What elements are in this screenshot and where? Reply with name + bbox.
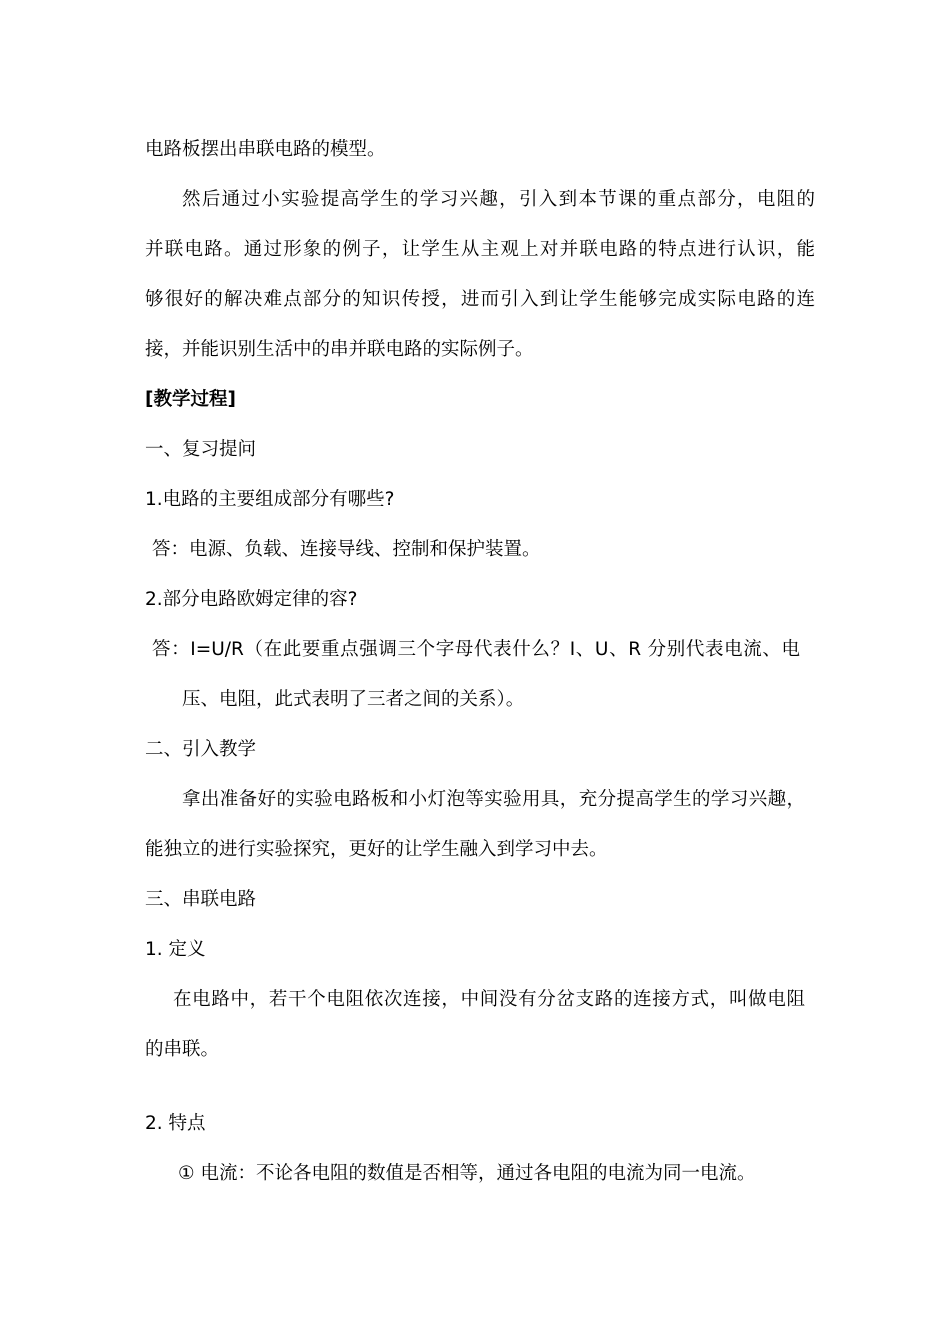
question-line: 1.电路的主要组成部分有哪些? [145,489,395,510]
section-heading: 二、引入教学 [145,739,257,760]
answer-line: 答：电源、负载、连接导线、控制和保护装置。 [152,539,541,560]
list-item: ① 电流：不论各电阻的数值是否相等，通过各电阻的电流为同一电流。 [178,1163,756,1184]
section-heading: [教学过程] [145,389,236,410]
paragraph-line: 在电路中，若干个电阻依次连接，中间没有分岔支路的连接方式，叫做电阻 [173,989,805,1010]
section-heading: 一、复习提问 [145,439,257,460]
paragraph-line: 然后通过小实验提高学生的学习兴趣，引入到本节课的重点部分，电阻的 [182,189,815,210]
answer-line: 压、电阻，此式表明了三者之间的关系）。 [182,689,525,710]
paragraph-line: 电路板摆出串联电路的模型。 [145,139,386,160]
answer-line: 答：I=U/R（在此要重点强调三个字母代表什么？I、U、R 分别代表电流、电 [152,639,800,660]
paragraph-line: 接，并能识别生活中的串并联电路的实际例子。 [145,339,534,360]
subsection-heading: 1. 定义 [145,939,206,960]
question-line: 2.部分电路欧姆定律的容? [145,589,358,610]
paragraph-line: 能独立的进行实验探究，更好的让学生融入到学习中去。 [145,839,608,860]
section-heading: 三、串联电路 [145,889,257,910]
paragraph-line: 够很好的解决难点部分的知识传授，进而引入到让学生能够完成实际电路的连 [145,289,815,310]
paragraph-line: 拿出准备好的实验电路板和小灯泡等实验用具，充分提高学生的学习兴趣， [182,789,805,810]
paragraph-line: 的串联。 [145,1039,220,1060]
paragraph-line: 并联电路。通过形象的例子，让学生从主观上对并联电路的特点进行认识，能 [145,239,815,260]
subsection-heading: 2. 特点 [145,1113,206,1134]
